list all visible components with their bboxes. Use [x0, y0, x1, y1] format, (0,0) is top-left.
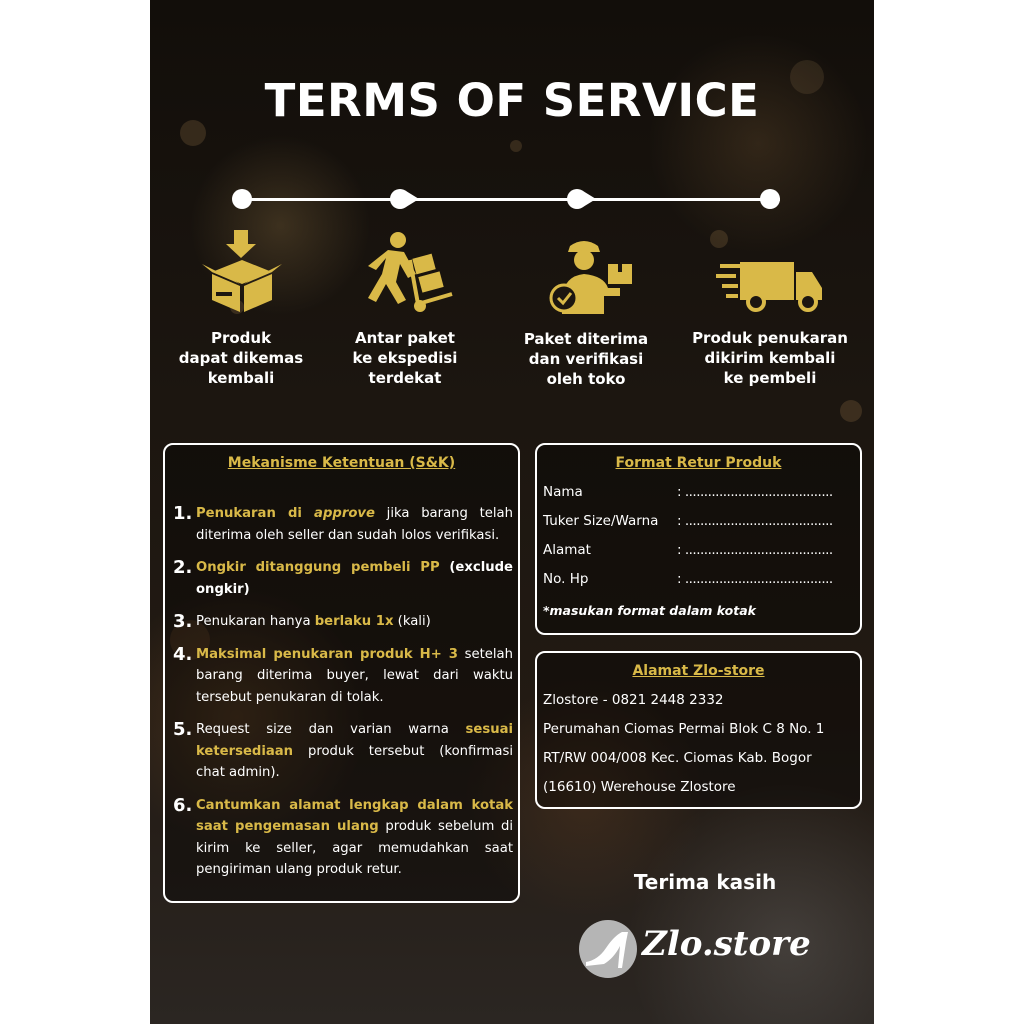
- rule-text-segment: jika barang telah diterima oleh seller dan sudah lolos verifikasi.: [196, 506, 513, 543]
- retur-field-blank: : .......................................: [677, 513, 833, 529]
- address-box: [535, 651, 862, 809]
- rule-item: [173, 503, 513, 546]
- rule-number: 4.: [173, 643, 193, 665]
- hand-truck-icon: [358, 230, 462, 314]
- retur-field-label: Nama: [543, 484, 583, 500]
- rule-number: 2.: [173, 557, 193, 578]
- rule-text-segment: Cantumkan alamat lengkap dalam kotak saat pengemasan ulang: [196, 797, 513, 834]
- timeline-arrow-icon: [583, 191, 596, 207]
- rule-text-segment: Request size dan varian warna: [196, 722, 466, 737]
- step-label-line: Produk: [210, 329, 272, 347]
- delivery-truck-icon: [716, 256, 826, 314]
- rule-text: [196, 557, 513, 600]
- thank-you-text: Terima kasih: [633, 870, 777, 894]
- rule-text: [196, 503, 513, 546]
- retur-field-row: [543, 571, 863, 593]
- bokeh-light: [510, 140, 522, 152]
- timeline-arrow-icon: [406, 191, 419, 207]
- rule-item: [173, 557, 513, 600]
- poster: [150, 0, 874, 1024]
- address-line: Perumahan Ciomas Permai Blok C 8 No. 1: [543, 721, 825, 737]
- page-title: TERMS OF SERVICE: [264, 74, 760, 127]
- retur-field-blank: : .......................................: [677, 484, 833, 500]
- rule-text-segment: sesuai ketersediaan: [196, 722, 513, 759]
- step-label-line: terdekat: [368, 369, 442, 387]
- bokeh-light: [840, 400, 862, 422]
- step-label-line: ke ekspedisi: [352, 349, 458, 367]
- courier-verify-icon: [548, 236, 640, 318]
- retur-field-row: [543, 513, 863, 535]
- rule-text-segment: setelah barang diterima buyer, lewat dari waktu tersebut penukaran di tolak.: [196, 646, 513, 705]
- package-box-icon: [200, 226, 284, 314]
- rules-list: [173, 503, 513, 892]
- rule-item: [173, 795, 513, 881]
- retur-field-label: No. Hp: [543, 571, 589, 587]
- bokeh-light: [710, 230, 728, 248]
- rule-number: 3.: [173, 611, 193, 632]
- rule-text-segment: Ongkir ditanggung pembeli PP: [196, 560, 450, 575]
- rule-text: [196, 719, 513, 784]
- high-heel-shoe-icon: [578, 918, 638, 980]
- step-label-line: kembali: [207, 369, 275, 387]
- rules-box: [163, 443, 520, 903]
- rule-text-segment: produk tersebut (konfirmasi chat admin).: [196, 743, 513, 780]
- rule-text: [196, 611, 513, 633]
- rule-text-segment: Penukaran hanya: [196, 614, 315, 629]
- rule-text-segment: Penukaran di: [196, 506, 315, 521]
- retur-format-note: *masukan format dalam kotak: [543, 603, 756, 618]
- retur-field-blank: : .......................................: [677, 542, 833, 558]
- rule-text-segment: (kali): [393, 614, 431, 629]
- rule-text-segment: (exclude ongkir): [196, 560, 513, 597]
- retur-field-label: Alamat: [543, 542, 591, 558]
- rule-text-segment: Maksimal penukaran produk H+ 3: [196, 646, 458, 662]
- address-line: (16610) Werehouse Zlostore: [543, 779, 736, 795]
- rule-text-segment: produk sebelum di kirim ke seller, agar memudahkan saat pengiriman ulang produk retur.: [196, 819, 513, 877]
- retur-field-row: [543, 542, 863, 564]
- rules-title: Mekanisme Ketentuan (S&K): [227, 455, 456, 471]
- step-label-4: [680, 328, 860, 388]
- step-label-line: Paket diterima: [523, 330, 649, 348]
- retur-field-blank: : .......................................: [677, 571, 833, 587]
- step-label-1: [150, 328, 332, 388]
- timeline-line: [240, 198, 780, 201]
- rule-text: [196, 644, 513, 709]
- step-label-line: dapat dikemas: [178, 349, 304, 367]
- timeline-dot: [760, 189, 780, 209]
- retur-format-title: Format Retur Produk: [615, 455, 782, 471]
- step-label-line: dan verifikasi: [528, 350, 644, 368]
- rule-number: 6.: [173, 794, 193, 816]
- process-timeline: [240, 188, 780, 210]
- step-label-line: oleh toko: [546, 370, 626, 388]
- address-line: RT/RW 004/008 Kec. Ciomas Kab. Bogor: [543, 750, 812, 766]
- brand-logo-text: Zlo.store: [642, 924, 811, 964]
- step-label-line: dikirim kembali: [704, 349, 836, 367]
- step-label-line: Produk penukaran: [692, 329, 848, 347]
- rule-number: 1.: [173, 503, 193, 524]
- step-label-3: [500, 329, 672, 389]
- rule-item: [173, 719, 513, 784]
- retur-field-row: [543, 484, 863, 506]
- step-label-line: Antar paket: [355, 329, 455, 347]
- brand-logo: [578, 916, 818, 986]
- retur-format-box: [535, 443, 862, 635]
- step-label-2: [320, 328, 490, 388]
- rule-item: [173, 644, 513, 709]
- address-title: Alamat Zlo-store: [632, 663, 765, 679]
- rule-text: [196, 795, 513, 881]
- rule-number: 5.: [173, 719, 193, 740]
- step-label-line: ke pembeli: [723, 369, 817, 387]
- retur-field-label: Tuker Size/Warna: [543, 513, 659, 529]
- timeline-dot: [232, 189, 252, 209]
- rule-text-segment: berlaku 1x: [314, 614, 394, 629]
- rule-item: [173, 611, 513, 633]
- address-line: Zlostore - 0821 2448 2332: [543, 692, 724, 708]
- rule-text-segment: approve: [314, 506, 375, 521]
